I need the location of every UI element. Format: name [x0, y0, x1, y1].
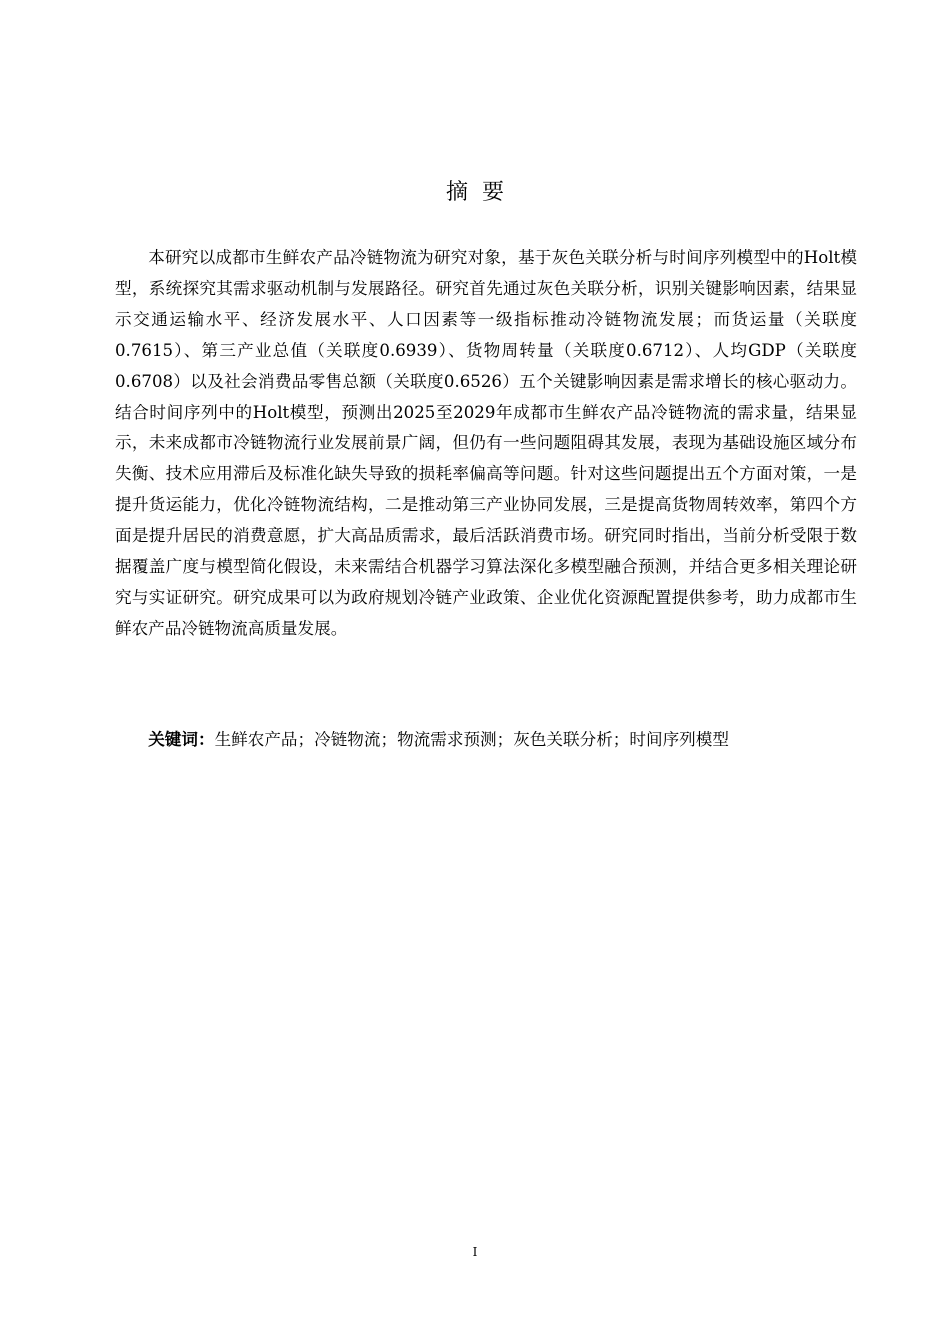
page-number: I	[472, 1245, 478, 1259]
abstract-body: 本研究以成都市生鲜农产品冷链物流为研究对象，基于灰色关联分析与时间序列模型中的Holt模型，系统探究其需求驱动机制与发展路径。研究首先通过灰色关联分析，识别关键影响因素，结果显示交通运输水平、经济发展水平、人口因素等一级指标推动冷链物流发展；而货运量（关联度0.7615）、第三产业总值（关联度0.6939）、货物周转量（关联度0.6712）、人均GDP（关联度0.6708）以及社会消费品零售总额（关联度0.6526）五个关键影响因素是需求增长的核心驱动力。结合时间序列中的Holt模型，预测出2025至2029年成都市生鲜农产品冷链物流的需求量，结果显示，未来成都市冷链物流行业发展前景广阔，但仍有一些问题阻碍其发展，表现为基础设施区域分布失衡、技术应用滞后及标准化缺失导致的损耗率偏高等问题。针对这些问题提出五个方面对策，一是提升货运能力，优化冷链物流结构，二是推动第三产业协同发展，三是提高货物周转效率，第四个方面是提升居民的消费意愿，扩大高品质需求，最后活跃消费市场。研究同时指出，当前分析受限于数据覆盖广度与模型简化假设，未来需结合机器学习算法深化多模型融合预测，并结合更多相关理论研究与实证研究。研究成果可以为政府规划冷链产业政策、企业优化资源配置提供参考，助力成都市生鲜农产品冷链物流高质量发展。	[115, 248, 857, 638]
keywords-label: 关键词：	[148, 730, 215, 749]
keywords-line	[115, 725, 857, 755]
abstract-title: 摘要	[445, 180, 518, 205]
keywords-value: 生鲜农产品；冷链物流；物流需求预测；灰色关联分析；时间序列模型	[214, 730, 729, 749]
